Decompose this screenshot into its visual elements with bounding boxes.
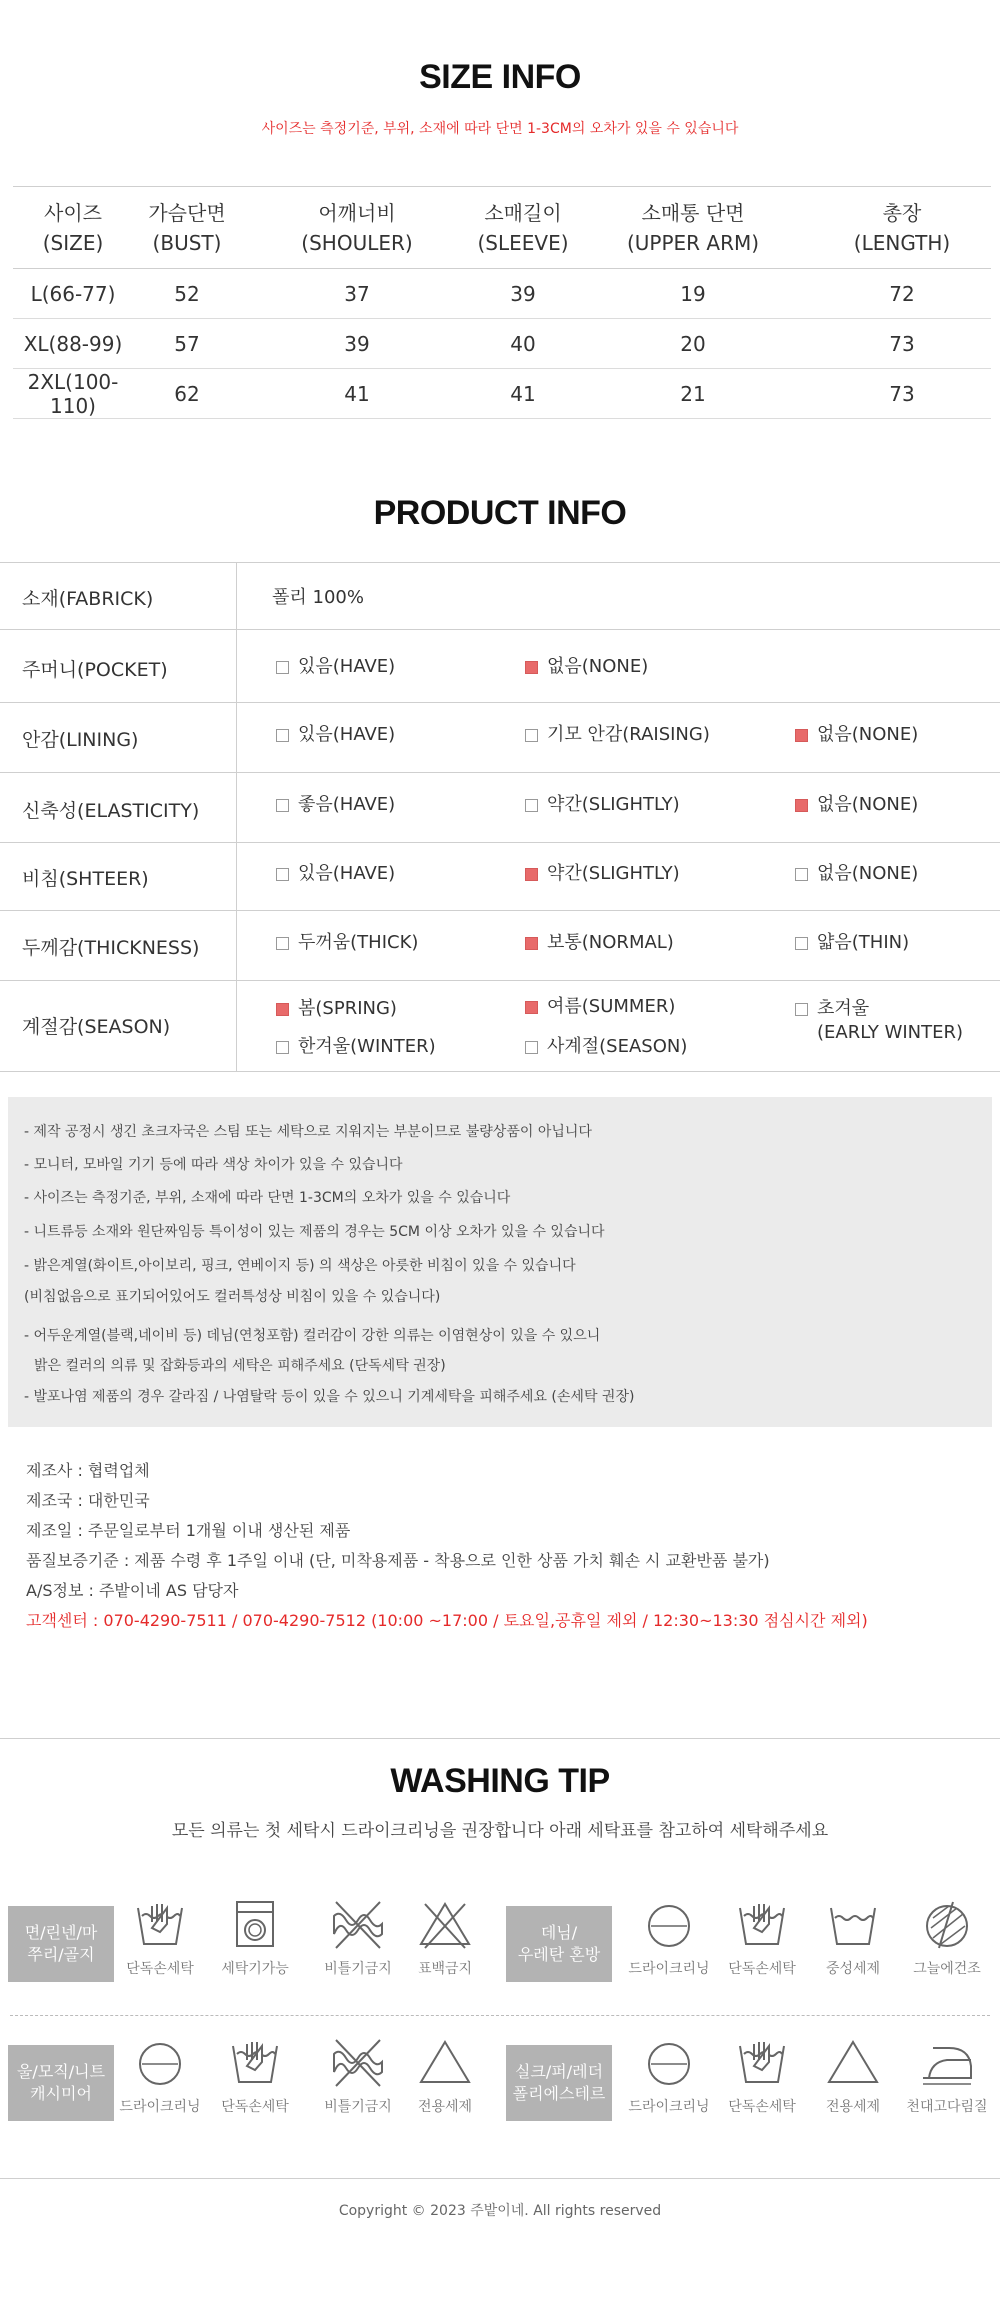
option-pocket-none[interactable]: 없음(NONE) <box>525 655 648 679</box>
size-table-header <box>13 187 991 269</box>
product-info-divider <box>236 562 237 1072</box>
option-lining-raising[interactable]: 기모 안감(RAISING) <box>525 723 710 747</box>
table-cell: 39 <box>241 319 473 369</box>
checkbox-sheer-slightly[interactable] <box>525 868 538 881</box>
table-cell: 41 <box>241 369 473 419</box>
option-season-early-winter[interactable]: 초겨울 (EARLY WINTER) <box>795 997 963 1045</box>
hand-wash-icon <box>132 1900 188 1950</box>
wash-dry-clean: 드라이크리닝 <box>110 2038 210 2116</box>
triangle-icon <box>825 2038 881 2088</box>
label-thickness: 두께감(THICKNESS) <box>22 937 200 959</box>
notice-item: - 모니터, 모바일 기기 등에 따라 색상 차이가 있을 수 있습니다 <box>24 1157 403 1173</box>
option-lining-have[interactable]: 있음(HAVE) <box>276 723 395 747</box>
notice-item: - 어두운계열(블랙,네이비 등) 데님(연청포함) 컬러감이 강한 의류는 이염현상이 있을 수 있으니 <box>24 1328 601 1344</box>
copyright: Copyright © 2023 주밭이네. All rights reserved <box>338 2203 662 2219</box>
notice-item: - 니트류등 소재와 원단짜임등 특이성이 있는 제품의 경우는 5CM 이상 오차가 있을 수 있습니다 <box>24 1224 605 1240</box>
notice-item: 밝은 컬러의 의류 및 잡화등과의 세탁은 피해주세요 (단독세탁 권장) <box>34 1358 446 1374</box>
header-length: 총장 (LENGTH) <box>853 200 951 255</box>
maker-line: 품질보증기준 : 제품 수령 후 1주일 이내 (단, 미착용제품 - 착용으로 인한 상품 가치 훼손 시 교환반품 불가) <box>26 1551 770 1570</box>
category-silk: 실크/퍼/레더 폴리에스테르 <box>506 2045 612 2121</box>
notice-box <box>8 1097 992 1427</box>
customer-center: 고객센터 : 070-4290-7511 / 070-4290-7512 (10:00 ~17:00 / 토요일,공휴일 제외 / 12:30~13:30 점심시간 제외) <box>26 1611 868 1630</box>
category-cotton-linen: 면/린넨/마 쭈리/골지 <box>8 1906 114 1982</box>
option-season-winter[interactable]: 한겨울(WINTER) <box>276 1035 436 1059</box>
label-elasticity: 신축성(ELASTICITY) <box>22 800 200 822</box>
wash-special-detergent: 전용세제 <box>803 2038 903 2116</box>
wash-no-bleach: 표백금지 <box>395 1900 495 1978</box>
option-thickness-normal[interactable]: 보통(NORMAL) <box>525 931 674 955</box>
table-cell: 41 <box>473 369 573 419</box>
table-cell: 52 <box>133 269 241 319</box>
checkbox-lining-raising[interactable] <box>525 729 538 742</box>
checkbox-elasticity-none[interactable] <box>795 799 808 812</box>
table-cell: 19 <box>573 269 813 319</box>
hand-wash-icon <box>734 1900 790 1950</box>
wash-hand-wash: 단독손세탁 <box>712 2038 812 2116</box>
option-thickness-thick[interactable]: 두꺼움(THICK) <box>276 931 418 955</box>
checkbox-season-early-winter[interactable] <box>795 1003 808 1016</box>
option-elasticity-none[interactable]: 없음(NONE) <box>795 793 918 817</box>
table-cell: 39 <box>473 269 573 319</box>
table-cell: 73 <box>813 369 991 419</box>
table-cell: XL(88-99) <box>13 319 133 369</box>
wash-neutral-detergent: 중성세제 <box>803 1900 903 1978</box>
checkbox-sheer-none[interactable] <box>795 868 808 881</box>
dry-clean-icon <box>641 1900 697 1950</box>
size-info-title: SIZE INFO <box>419 58 581 96</box>
label-lining: 안감(LINING) <box>22 729 139 751</box>
washing-dashed-divider <box>10 2015 990 2016</box>
checkbox-lining-none[interactable] <box>795 729 808 742</box>
header-sleeve: 소매길이 (SLEEVE) <box>477 200 569 255</box>
hand-wash-icon <box>227 2038 283 2088</box>
wash-dry-clean: 드라이크리닝 <box>619 2038 719 2116</box>
hand-wash-icon <box>734 2038 790 2088</box>
table-cell: 21 <box>573 369 813 419</box>
size-note: 사이즈는 측정기준, 부위, 소재에 따라 단면 1-3CM의 오차가 있을 수 있습니다 <box>261 121 739 137</box>
label-season: 계절감(SEASON) <box>22 1016 171 1038</box>
table-cell: 40 <box>473 319 573 369</box>
table-cell: 73 <box>813 319 991 369</box>
shade-dry-icon <box>919 1900 975 1950</box>
wash-no-wring: 비틀기금지 <box>308 2038 408 2116</box>
maker-line: 제조사 : 협력업체 <box>26 1461 150 1480</box>
notice-item: - 발포나염 제품의 경우 갈라짐 / 나염탈락 등이 있을 수 있으니 기계세탁을 피해주세요 (손세탁 권장) <box>24 1389 635 1405</box>
notice-item: - 사이즈는 측정기준, 부위, 소재에 따라 단면 1-3CM의 오차가 있을 수 있습니다 <box>24 1190 511 1206</box>
wash-special-detergent: 전용세제 <box>395 2038 495 2116</box>
wash-machine: 세탁기가능 <box>205 1900 305 1978</box>
checkbox-sheer-have[interactable] <box>276 868 289 881</box>
notice-item: - 제작 공정시 생긴 초크자국은 스팀 또는 세탁으로 지워지는 부분이므로 불량상품이 아닙니다 <box>24 1124 592 1140</box>
checkbox-thickness-thick[interactable] <box>276 937 289 950</box>
option-sheer-have[interactable]: 있음(HAVE) <box>276 862 395 886</box>
wash-tub-icon <box>825 1900 881 1950</box>
option-elasticity-slightly[interactable]: 약간(SLIGHTLY) <box>525 793 680 817</box>
footer-divider <box>0 2178 1000 2179</box>
product-info-title: PRODUCT INFO <box>373 494 627 532</box>
checkbox-thickness-normal[interactable] <box>525 937 538 950</box>
category-wool: 울/모직/니트 캐시미어 <box>8 2045 114 2121</box>
table-cell: 20 <box>573 319 813 369</box>
checkbox-season-spring[interactable] <box>276 1003 289 1016</box>
section-divider <box>0 1738 1000 1739</box>
option-season-spring[interactable]: 봄(SPRING) <box>276 997 397 1021</box>
maker-line: 제조일 : 주문일로부터 1개월 이내 생산된 제품 <box>26 1521 351 1540</box>
wash-hand-wash: 단독손세탁 <box>110 1900 210 1978</box>
header-upper-arm: 소매통 단면 (UPPER ARM) <box>626 200 760 255</box>
wash-hand-wash: 단독손세탁 <box>712 1900 812 1978</box>
checkbox-lining-have[interactable] <box>276 729 289 742</box>
checkbox-season-summer[interactable] <box>525 1001 538 1014</box>
option-elasticity-have[interactable]: 좋음(HAVE) <box>276 793 395 817</box>
washing-tip-title: WASHING TIP <box>390 1762 610 1800</box>
option-lining-none[interactable]: 없음(NONE) <box>795 723 918 747</box>
checkbox-season-all[interactable] <box>525 1041 538 1054</box>
header-shoulder: 어깨너비 (SHOULER) <box>301 200 413 255</box>
option-sheer-none[interactable]: 없음(NONE) <box>795 862 918 886</box>
dry-clean-icon <box>132 2038 188 2088</box>
header-bust: 가슴단면 (BUST) <box>148 200 226 255</box>
option-season-all[interactable]: 사계절(SEASON) <box>525 1035 687 1059</box>
maker-line: 제조국 : 대한민국 <box>26 1491 150 1510</box>
table-row <box>13 369 991 419</box>
wash-dry-clean: 드라이크리닝 <box>619 1900 719 1978</box>
table-cell: 72 <box>813 269 991 319</box>
notice-item: (비침없음으로 표기되어있어도 컬러특성상 비침이 있을 수 있습니다) <box>24 1289 441 1305</box>
notice-item: - 밝은계열(화이트,아이보리, 핑크, 연베이지 등) 의 색상은 아릇한 비침이 있을 수 있습니다 <box>24 1258 576 1274</box>
option-season-summer[interactable]: 여름(SUMMER) <box>525 995 675 1019</box>
maker-line: A/S정보 : 주밭이네 AS 담당자 <box>26 1581 239 1600</box>
option-sheer-slightly[interactable]: 약간(SLIGHTLY) <box>525 862 680 886</box>
table-cell: 62 <box>133 369 241 419</box>
wash-hand-wash: 단독손세탁 <box>205 2038 305 2116</box>
fabric-value: 폴리 100% <box>272 587 364 608</box>
table-cell: 57 <box>133 319 241 369</box>
washing-machine-icon <box>227 1900 283 1950</box>
header-size: 사이즈 (SIZE) <box>42 200 104 255</box>
size-table <box>13 186 991 419</box>
checkbox-elasticity-have[interactable] <box>276 799 289 812</box>
table-cell: L(66-77) <box>13 269 133 319</box>
wash-no-wring: 비틀기금지 <box>308 1900 408 1978</box>
table-cell: 37 <box>241 269 473 319</box>
label-pocket: 주머니(POCKET) <box>22 659 168 681</box>
no-wring-icon <box>330 2038 386 2088</box>
checkbox-elasticity-slightly[interactable] <box>525 799 538 812</box>
checkbox-pocket-have[interactable] <box>276 661 289 674</box>
triangle-icon <box>417 2038 473 2088</box>
checkbox-season-winter[interactable] <box>276 1041 289 1054</box>
table-cell: 2XL(100-110) <box>13 369 133 419</box>
wash-shade-dry: 그늘에건조 <box>897 1900 997 1978</box>
wash-iron: 천대고다림질 <box>897 2038 997 2116</box>
checkbox-thickness-thin[interactable] <box>795 937 808 950</box>
table-row <box>13 319 991 369</box>
label-fabric: 소재(FABRICK) <box>22 588 154 610</box>
checkbox-pocket-none[interactable] <box>525 661 538 674</box>
no-bleach-icon <box>417 1900 473 1950</box>
option-thickness-thin[interactable]: 얇음(THIN) <box>795 931 909 955</box>
iron-icon <box>919 2038 975 2088</box>
label-sheer: 비침(SHTEER) <box>22 868 149 890</box>
category-denim: 데님/ 우레탄 혼방 <box>506 1906 612 1982</box>
no-wring-icon <box>330 1900 386 1950</box>
dry-clean-icon <box>641 2038 697 2088</box>
washing-subtitle: 모든 의류는 첫 세탁시 드라이크리닝을 권장합니다 아래 세탁표를 참고하여 세탁해주세요 <box>171 1821 829 1841</box>
option-pocket-have[interactable]: 있음(HAVE) <box>276 655 395 679</box>
table-row <box>13 269 991 319</box>
